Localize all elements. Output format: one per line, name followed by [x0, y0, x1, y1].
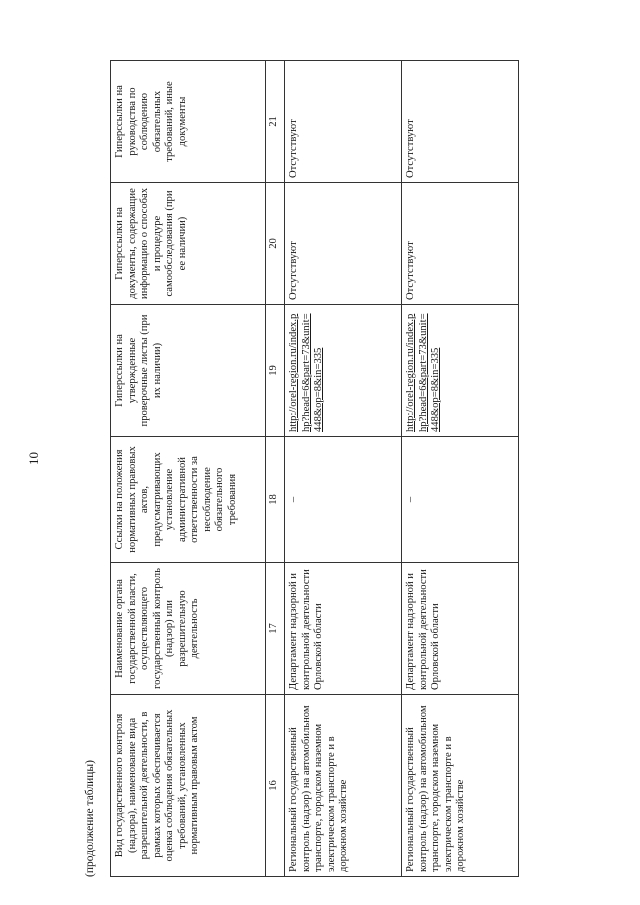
cell-checklist-link	[285, 305, 402, 437]
header-self-check-links: Гиперссылки на документы, содержащие информацию о способах и процедуре самообследования (при ее наличии)	[111, 183, 266, 305]
header-authority: Наименование органа государственной власти, осуществляющего государственный контроль (надзор) или разрешительную деятельность	[111, 563, 266, 695]
header-legal-refs: Ссылки на положения нормативных правовых актов, предусматривающих установление административной ответственности за несоблюдение обязательного требования	[111, 437, 266, 563]
cell-legal-refs: –	[285, 437, 402, 563]
cell-control-type: Региональный государственный контроль (надзор) на автомобильном транспорте, городском наземном электрическом транспорте и в дорожном хозяйстве	[402, 695, 519, 877]
cell-self-check-links: Отсутствуют	[402, 183, 519, 305]
column-number: 21	[266, 61, 285, 183]
table-header-row	[111, 61, 266, 877]
checklist-hyperlink[interactable]: http://orel-region.ru/index.php?head=6&part=73&unit=448&op=8&in=335	[405, 313, 441, 432]
requirements-table	[110, 60, 519, 877]
cell-guidance-links: Отсутствуют	[402, 61, 519, 183]
table-row	[285, 61, 402, 877]
cell-checklist-link	[402, 305, 519, 437]
cell-guidance-links: Отсутствуют	[285, 61, 402, 183]
header-checklist-links: Гиперссылки на утвержденные проверочные листы (при их наличии)	[111, 305, 266, 437]
cell-authority: Департамент надзорной и контрольной деятельности Орловской области	[285, 563, 402, 695]
column-number: 20	[266, 183, 285, 305]
table-row	[402, 61, 519, 877]
cell-legal-refs: –	[402, 437, 519, 563]
table-continuation-caption: (продолжение таблицы)	[84, 760, 96, 877]
cell-authority: Департамент надзорной и контрольной деятельности Орловской области	[402, 563, 519, 695]
header-guidance-links: Гиперссылки на руководства по соблюдению обязательных требований, иные документы	[111, 61, 266, 183]
cell-self-check-links: Отсутствуют	[285, 183, 402, 305]
column-number: 18	[266, 437, 285, 563]
cell-control-type: Региональный государственный контроль (надзор) на автомобильном транспорте, городском наземном электрическом транспорте и в дорожном хозяйстве	[285, 695, 402, 877]
checklist-hyperlink[interactable]: http://orel-region.ru/index.php?head=6&part=73&unit=448&op=8&in=335	[288, 313, 324, 432]
column-number: 16	[266, 695, 285, 877]
page-number: 10	[26, 452, 41, 465]
column-number: 19	[266, 305, 285, 437]
column-number: 17	[266, 563, 285, 695]
header-control-type: Вид государственного контроля (надзора), наименование вида разрешительной деятельности, в рамках которых обеспечивается оценка соблюдения обязательных требований, установленных нормативным правовым актом	[111, 695, 266, 877]
column-number-row	[266, 61, 285, 877]
